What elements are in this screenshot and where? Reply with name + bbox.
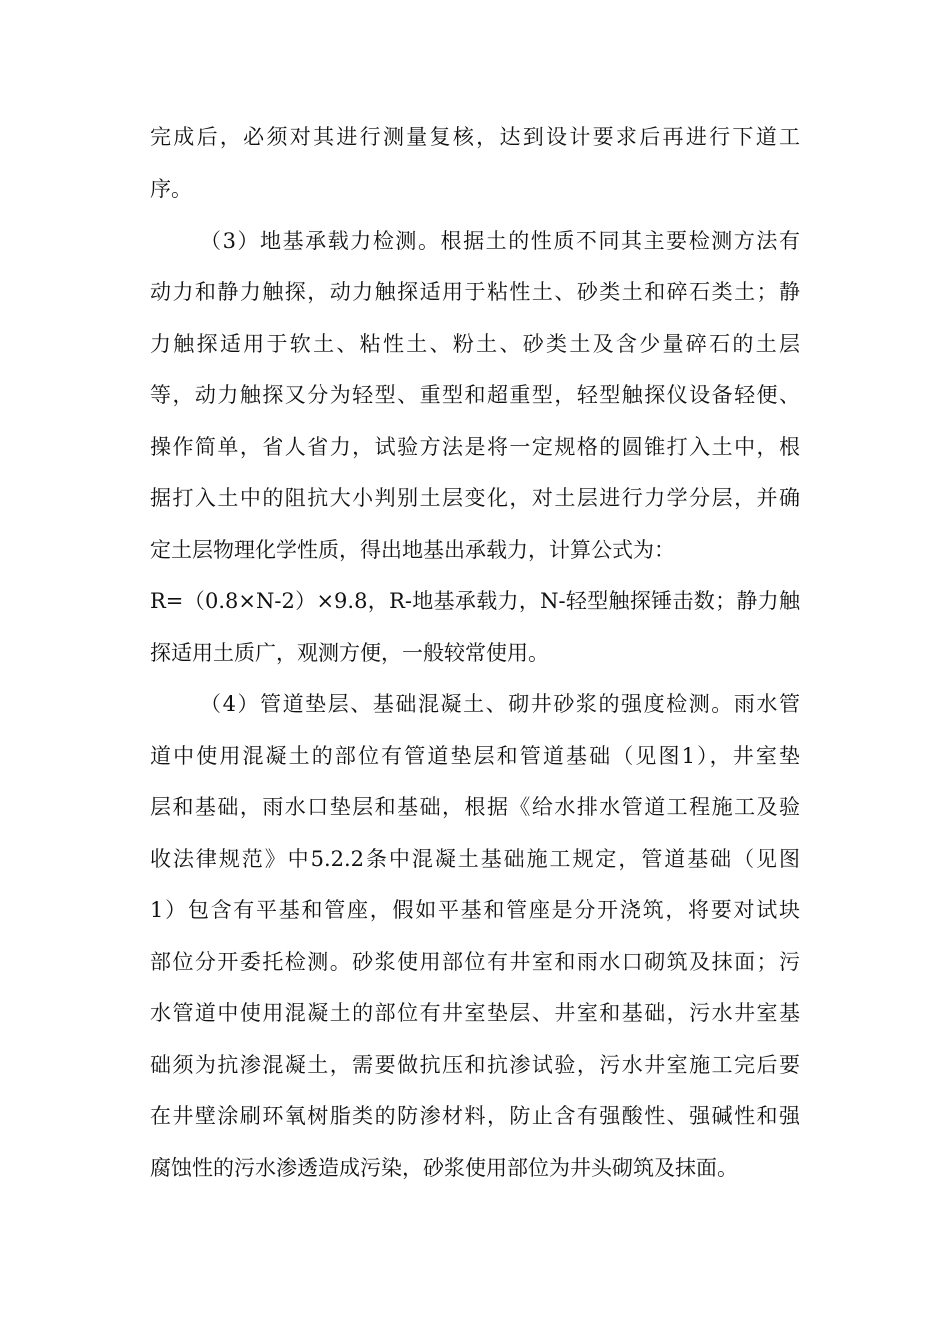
- text-line: 定土层物理化学性质，得出地基出承载力，计算公式为：: [150, 538, 675, 562]
- text-line: 完成后，必须对其进行测量复核，达到设计要求后再进行下道工: [150, 125, 800, 149]
- text-line: 力触探适用于软土、粘性土、粉土、砂类土及含少量碎石的土层: [150, 332, 800, 356]
- text-line: 腐蚀性的污水渗透造成污染，砂浆使用部位为井头砌筑及抹面。: [150, 1156, 738, 1180]
- text-line: 序。: [150, 177, 192, 201]
- text-line: 动力和静力触探，动力触探适用于粘性土、砂类土和碎石类土；静: [150, 280, 800, 304]
- text-line: 部位分开委托检测。砂浆使用部位有井室和雨水口砌筑及抹面；污: [150, 950, 800, 974]
- text-line: 水管道中使用混凝土的部位有井室垫层、井室和基础，污水井室基: [150, 1001, 800, 1025]
- text-line: （4）管道垫层、基础混凝土、砌井砂浆的强度检测。雨水管: [200, 692, 800, 716]
- text-line: 层和基础，雨水口垫层和基础，根据《给水排水管道工程施工及验: [150, 795, 800, 819]
- text-line: 道中使用混凝土的部位有管道垫层和管道基础（见图1），井室垫: [150, 744, 800, 768]
- text-line: R=（0.8×N-2）×9.8，R-地基承载力，N-轻型触探锤击数；静力触: [150, 589, 800, 613]
- text-line: 在井壁涂刷环氧树脂类的防渗材料，防止含有强酸性、强碱性和强: [150, 1104, 800, 1128]
- text-line: 础须为抗渗混凝土，需要做抗压和抗渗试验，污水井室施工完后要: [150, 1053, 800, 1077]
- text-line: （3）地基承载力检测。根据土的性质不同其主要检测方法有: [200, 229, 800, 253]
- text-line: 据打入土中的阻抗大小判别土层变化，对土层进行力学分层，并确: [150, 486, 800, 510]
- text-line: 1）包含有平基和管座，假如平基和管座是分开浇筑，将要对试块: [150, 898, 800, 922]
- text-line: 收法律规范》中5.2.2条中混凝土基础施工规定，管道基础（见图: [150, 847, 800, 871]
- text-line: 操作简单，省人省力，试验方法是将一定规格的圆锥打入土中，根: [150, 435, 800, 459]
- text-line: 等，动力触探又分为轻型、重型和超重型，轻型触探仪设备轻便、: [150, 383, 800, 407]
- text-line: 探适用土质广，观测方便，一般较常使用。: [150, 641, 549, 665]
